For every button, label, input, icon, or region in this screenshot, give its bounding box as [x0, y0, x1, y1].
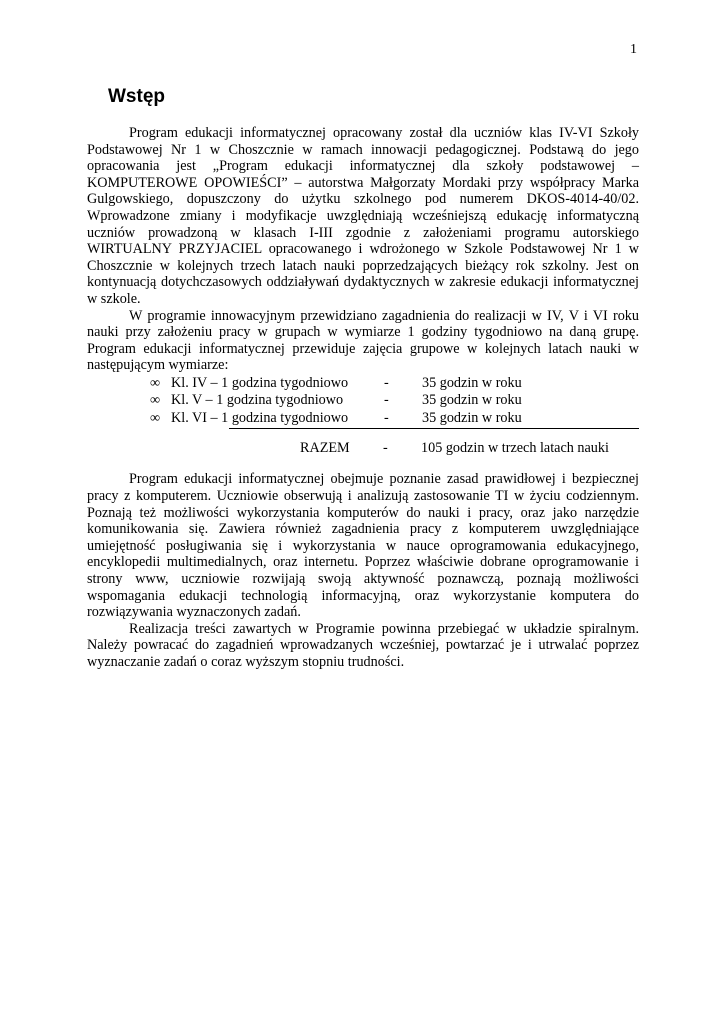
schedule-dash: -	[384, 374, 389, 391]
schedule-class-label: Kl. VI – 1 godzina tygodniowo	[171, 409, 349, 426]
total-dash: -	[383, 440, 388, 457]
total-hours: 105 godzin w trzech latach nauki	[421, 440, 609, 457]
schedule-dash: -	[384, 409, 389, 426]
schedule-dash: -	[384, 392, 389, 409]
schedule-class-label: Kl. IV – 1 godzina tygodniowo	[171, 374, 349, 391]
paragraph-realization: Realizacja treści zawartych w Programie powinna przebiegać w układzie spiralnym. Należy powracać do zagadnień wprowadzanych wcześniej, powtarzać je i utrwalać poprzez wyznaczanie zadań o coraz wyższym stopniu trudności.	[87, 620, 639, 670]
infinity-bullet-icon: ∞	[150, 392, 161, 409]
schedule-list	[87, 374, 639, 468]
section-heading: Wstęp	[108, 86, 165, 107]
infinity-bullet-icon: ∞	[150, 409, 161, 426]
schedule-row	[87, 409, 639, 427]
page-number: 1	[630, 42, 637, 57]
schedule-total	[87, 429, 639, 467]
paragraph-intro: Program edukacji informatycznej opracowany został dla uczniów klas IV-VI Szkoły Podstawowej Nr 1 w Choszcznie w ramach innowacji pedagogicznej. Podstawą do jego opracowania jest „Program edukacji informatycznej dla szkoły podstawowej – KOMPUTEROWE OPOWIEŚCI” – autorstwa Małgorzaty Mordaki przy współpracy Marka Gulgowskiego, dopuszczony do użytku szkolnego pod numerem DKOS-4014-40/02. Wprowadzone zmiany i modyfikacje uwzględniają wcześniejszą edukację informatyczną uczniów prowadzoną w klasach I-III zgodnie z założeniami programu autorskiego WIRTUALNY PRZYJACIEL opracowanego i wdrożonego w Szkole Podstawowej Nr 1 w Choszcznie w kolejnych trzech latach nauki poprzedzających bieżący rok szkolny. Jest on kontynuacją dotychczasowych oddziaływań dydaktycznych w zakresie edukacji informatycznej w szkole.	[87, 125, 639, 307]
schedule-row	[87, 374, 639, 392]
total-label: RAZEM	[300, 440, 350, 457]
schedule-hours: 35 godzin w roku	[422, 409, 522, 426]
schedule-class-label: Kl. V – 1 godzina tygodniowo	[171, 392, 344, 409]
schedule-hours: 35 godzin w roku	[422, 374, 522, 391]
schedule-row	[87, 391, 639, 409]
paragraph-scope: Program edukacji informatycznej obejmuje poznanie zasad prawidłowej i bezpiecznej pracy z komputerem. Uczniowie obserwują i analizują zastosowanie TI w życiu codziennym. Poznają też możliwości wykorzystania komputerów do nauki i pracy, oraz jako narzędzie komunikowania się. Zawiera również zagadnienia pracy z komputerem uwzględniające umiejętność posługiwania się i wykorzystania w nauce oprogramowania edukacyjnego, encyklopedii multimedialnych, oraz internetu. Poprzez właściwie dobrane oprogramowanie i strony www, uczniowie rozwijają swoją aktywność poznawczą, poznają możliwości wspomagania edukacji technologią informacyjną, oraz wykorzystanie komputera do rozwiązywania wyznaczonych zadań.	[87, 471, 639, 621]
document-body	[87, 125, 639, 671]
infinity-bullet-icon: ∞	[150, 374, 161, 391]
paragraph-program: W programie innowacyjnym przewidziano zagadnienia do realizacji w IV, V i VI roku nauki przy założeniu pracy w grupach w wymiarze 1 godziny tygodniowo na daną grupę. Program edukacji informatycznej przewiduje zajęcia grupowe w kolejnych latach nauki w następującym wymiarze:	[87, 307, 639, 374]
schedule-hours: 35 godzin w roku	[422, 392, 522, 409]
